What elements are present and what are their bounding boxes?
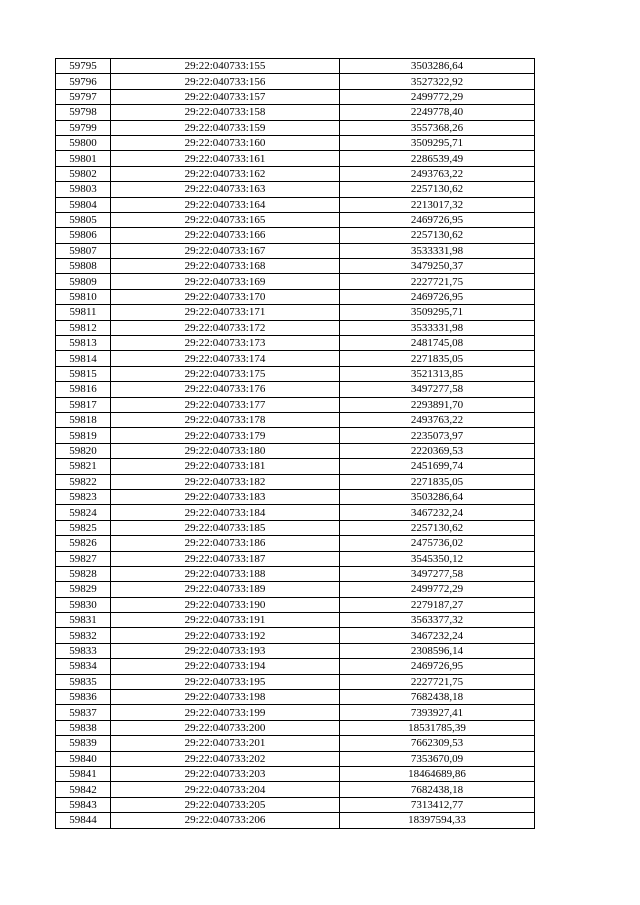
row-number-cell: 59821 (56, 459, 111, 474)
cadastral-number-cell: 29:22:040733:206 (111, 813, 340, 828)
table-row (56, 505, 535, 520)
table-row (56, 197, 535, 212)
row-number-cell: 59795 (56, 59, 111, 74)
table-row (56, 320, 535, 335)
table-row (56, 182, 535, 197)
row-number-cell: 59834 (56, 659, 111, 674)
cadastral-number-cell: 29:22:040733:179 (111, 428, 340, 443)
cadastral-number-cell: 29:22:040733:156 (111, 74, 340, 89)
row-number-cell: 59805 (56, 212, 111, 227)
table-row (56, 720, 535, 735)
table-row (56, 259, 535, 274)
row-number-cell: 59836 (56, 690, 111, 705)
cadastral-value-cell: 2293891,70 (340, 397, 535, 412)
cadastral-value-cell: 3497277,58 (340, 566, 535, 581)
table-row (56, 736, 535, 751)
table-row (56, 582, 535, 597)
cadastral-number-cell: 29:22:040733:189 (111, 582, 340, 597)
row-number-cell: 59809 (56, 274, 111, 289)
cadastral-value-cell: 2257130,62 (340, 182, 535, 197)
cadastral-number-cell: 29:22:040733:195 (111, 674, 340, 689)
table-row (56, 120, 535, 135)
row-number-cell: 59828 (56, 566, 111, 581)
cadastral-value-cell: 18531785,39 (340, 720, 535, 735)
table-row (56, 690, 535, 705)
cadastral-value-cell: 3479250,37 (340, 259, 535, 274)
cadastral-number-cell: 29:22:040733:198 (111, 690, 340, 705)
cadastral-number-cell: 29:22:040733:161 (111, 151, 340, 166)
row-number-cell: 59817 (56, 397, 111, 412)
cadastral-number-cell: 29:22:040733:183 (111, 489, 340, 504)
cadastral-value-cell: 3509295,71 (340, 305, 535, 320)
row-number-cell: 59833 (56, 643, 111, 658)
table-body (56, 59, 535, 829)
cadastral-value-cell: 2469726,95 (340, 212, 535, 227)
cadastral-number-cell: 29:22:040733:204 (111, 782, 340, 797)
cadastral-number-cell: 29:22:040733:194 (111, 659, 340, 674)
row-number-cell: 59815 (56, 366, 111, 381)
table-row (56, 566, 535, 581)
table-row (56, 782, 535, 797)
cadastral-number-cell: 29:22:040733:177 (111, 397, 340, 412)
cadastral-number-cell: 29:22:040733:163 (111, 182, 340, 197)
table-row (56, 597, 535, 612)
cadastral-value-cell: 3503286,64 (340, 59, 535, 74)
cadastral-value-cell: 3533331,98 (340, 320, 535, 335)
cadastral-value-cell: 2451699,74 (340, 459, 535, 474)
cadastral-number-cell: 29:22:040733:168 (111, 259, 340, 274)
cadastral-value-cell: 3557368,26 (340, 120, 535, 135)
cadastral-number-cell: 29:22:040733:178 (111, 412, 340, 427)
table-row (56, 289, 535, 304)
row-number-cell: 59831 (56, 613, 111, 628)
cadastral-value-cell: 3509295,71 (340, 135, 535, 150)
cadastral-number-cell: 29:22:040733:166 (111, 228, 340, 243)
table-row (56, 382, 535, 397)
table-row (56, 89, 535, 104)
cadastral-value-cell: 7682438,18 (340, 690, 535, 705)
row-number-cell: 59797 (56, 89, 111, 104)
cadastral-number-cell: 29:22:040733:181 (111, 459, 340, 474)
cadastral-value-cell: 2493763,22 (340, 412, 535, 427)
cadastral-number-cell: 29:22:040733:175 (111, 366, 340, 381)
row-number-cell: 59807 (56, 243, 111, 258)
row-number-cell: 59812 (56, 320, 111, 335)
cadastral-value-cell: 3545350,12 (340, 551, 535, 566)
row-number-cell: 59837 (56, 705, 111, 720)
cadastral-value-cell: 2220369,53 (340, 443, 535, 458)
cadastral-value-cell: 3497277,58 (340, 382, 535, 397)
row-number-cell: 59802 (56, 166, 111, 181)
table-row (56, 105, 535, 120)
cadastral-value-cell: 2257130,62 (340, 228, 535, 243)
cadastral-value-cell: 7353670,09 (340, 751, 535, 766)
row-number-cell: 59811 (56, 305, 111, 320)
row-number-cell: 59824 (56, 505, 111, 520)
cadastral-number-cell: 29:22:040733:187 (111, 551, 340, 566)
cadastral-number-cell: 29:22:040733:162 (111, 166, 340, 181)
cadastral-number-cell: 29:22:040733:155 (111, 59, 340, 74)
cadastral-number-cell: 29:22:040733:182 (111, 474, 340, 489)
row-number-cell: 59842 (56, 782, 111, 797)
cadastral-value-cell: 2493763,22 (340, 166, 535, 181)
row-number-cell: 59813 (56, 336, 111, 351)
cadastral-value-cell: 2257130,62 (340, 520, 535, 535)
cadastral-value-cell: 3467232,24 (340, 505, 535, 520)
cadastral-number-cell: 29:22:040733:200 (111, 720, 340, 735)
cadastral-value-cell: 2279187,27 (340, 597, 535, 612)
table-row (56, 151, 535, 166)
cadastral-value-cell: 2469726,95 (340, 289, 535, 304)
row-number-cell: 59844 (56, 813, 111, 828)
row-number-cell: 59796 (56, 74, 111, 89)
cadastral-number-cell: 29:22:040733:165 (111, 212, 340, 227)
cadastral-number-cell: 29:22:040733:173 (111, 336, 340, 351)
table-row (56, 366, 535, 381)
table-row (56, 628, 535, 643)
cadastral-value-cell: 7662309,53 (340, 736, 535, 751)
cadastral-number-cell: 29:22:040733:193 (111, 643, 340, 658)
cadastral-number-cell: 29:22:040733:202 (111, 751, 340, 766)
table-row (56, 243, 535, 258)
table-row (56, 520, 535, 535)
cadastral-number-cell: 29:22:040733:186 (111, 536, 340, 551)
cadastral-value-cell: 3503286,64 (340, 489, 535, 504)
cadastral-number-cell: 29:22:040733:185 (111, 520, 340, 535)
cadastral-value-cell: 2235073,97 (340, 428, 535, 443)
cadastral-number-cell: 29:22:040733:201 (111, 736, 340, 751)
cadastral-number-cell: 29:22:040733:205 (111, 797, 340, 812)
table-row (56, 228, 535, 243)
cadastral-number-cell: 29:22:040733:158 (111, 105, 340, 120)
row-number-cell: 59830 (56, 597, 111, 612)
table-row (56, 351, 535, 366)
cadastral-number-cell: 29:22:040733:174 (111, 351, 340, 366)
cadastral-value-cell: 2227721,75 (340, 274, 535, 289)
table-row (56, 551, 535, 566)
table-row (56, 751, 535, 766)
table-row (56, 813, 535, 828)
row-number-cell: 59838 (56, 720, 111, 735)
cadastral-value-table (55, 58, 535, 829)
cadastral-value-cell: 2271835,05 (340, 474, 535, 489)
table-row (56, 274, 535, 289)
table-row (56, 459, 535, 474)
cadastral-number-cell: 29:22:040733:188 (111, 566, 340, 581)
cadastral-number-cell: 29:22:040733:169 (111, 274, 340, 289)
table-row (56, 336, 535, 351)
cadastral-number-cell: 29:22:040733:171 (111, 305, 340, 320)
row-number-cell: 59826 (56, 536, 111, 551)
cadastral-value-cell: 3521313,85 (340, 366, 535, 381)
cadastral-number-cell: 29:22:040733:203 (111, 766, 340, 781)
cadastral-number-cell: 29:22:040733:159 (111, 120, 340, 135)
table-row (56, 212, 535, 227)
cadastral-value-cell: 3527322,92 (340, 74, 535, 89)
cadastral-number-cell: 29:22:040733:190 (111, 597, 340, 612)
cadastral-value-cell: 2475736,02 (340, 536, 535, 551)
row-number-cell: 59832 (56, 628, 111, 643)
cadastral-number-cell: 29:22:040733:176 (111, 382, 340, 397)
cadastral-value-cell: 18464689,86 (340, 766, 535, 781)
row-number-cell: 59819 (56, 428, 111, 443)
row-number-cell: 59827 (56, 551, 111, 566)
cadastral-value-cell: 2469726,95 (340, 659, 535, 674)
cadastral-value-cell: 2499772,29 (340, 89, 535, 104)
cadastral-value-cell: 2286539,49 (340, 151, 535, 166)
row-number-cell: 59818 (56, 412, 111, 427)
cadastral-number-cell: 29:22:040733:160 (111, 135, 340, 150)
row-number-cell: 59829 (56, 582, 111, 597)
cadastral-value-cell: 2249778,40 (340, 105, 535, 120)
table-row (56, 489, 535, 504)
row-number-cell: 59839 (56, 736, 111, 751)
cadastral-value-cell: 2499772,29 (340, 582, 535, 597)
table-row (56, 474, 535, 489)
table-row (56, 613, 535, 628)
cadastral-value-cell: 3467232,24 (340, 628, 535, 643)
row-number-cell: 59800 (56, 135, 111, 150)
row-number-cell: 59843 (56, 797, 111, 812)
table-row (56, 74, 535, 89)
table-row (56, 766, 535, 781)
table-row (56, 305, 535, 320)
row-number-cell: 59798 (56, 105, 111, 120)
row-number-cell: 59810 (56, 289, 111, 304)
cadastral-number-cell: 29:22:040733:180 (111, 443, 340, 458)
cadastral-number-cell: 29:22:040733:164 (111, 197, 340, 212)
row-number-cell: 59814 (56, 351, 111, 366)
row-number-cell: 59808 (56, 259, 111, 274)
row-number-cell: 59820 (56, 443, 111, 458)
cadastral-value-cell: 7682438,18 (340, 782, 535, 797)
cadastral-number-cell: 29:22:040733:167 (111, 243, 340, 258)
table-row (56, 412, 535, 427)
table-row (56, 674, 535, 689)
cadastral-number-cell: 29:22:040733:184 (111, 505, 340, 520)
cadastral-value-cell: 2213017,32 (340, 197, 535, 212)
cadastral-value-cell: 7393927,41 (340, 705, 535, 720)
row-number-cell: 59803 (56, 182, 111, 197)
cadastral-number-cell: 29:22:040733:199 (111, 705, 340, 720)
table-row (56, 135, 535, 150)
cadastral-value-cell: 18397594,33 (340, 813, 535, 828)
cadastral-value-cell: 2271835,05 (340, 351, 535, 366)
cadastral-number-cell: 29:22:040733:157 (111, 89, 340, 104)
row-number-cell: 59816 (56, 382, 111, 397)
row-number-cell: 59801 (56, 151, 111, 166)
table-row (56, 643, 535, 658)
row-number-cell: 59804 (56, 197, 111, 212)
row-number-cell: 59835 (56, 674, 111, 689)
row-number-cell: 59823 (56, 489, 111, 504)
cadastral-value-cell: 2308596,14 (340, 643, 535, 658)
row-number-cell: 59799 (56, 120, 111, 135)
cadastral-value-cell: 7313412,77 (340, 797, 535, 812)
row-number-cell: 59806 (56, 228, 111, 243)
cadastral-value-cell: 2481745,08 (340, 336, 535, 351)
table-row (56, 59, 535, 74)
cadastral-number-cell: 29:22:040733:191 (111, 613, 340, 628)
table-row (56, 166, 535, 181)
table-row (56, 797, 535, 812)
row-number-cell: 59825 (56, 520, 111, 535)
row-number-cell: 59841 (56, 766, 111, 781)
cadastral-value-cell: 3563377,32 (340, 613, 535, 628)
cadastral-number-cell: 29:22:040733:170 (111, 289, 340, 304)
table-row (56, 659, 535, 674)
cadastral-number-cell: 29:22:040733:192 (111, 628, 340, 643)
cadastral-value-cell: 3533331,98 (340, 243, 535, 258)
table-row (56, 428, 535, 443)
row-number-cell: 59822 (56, 474, 111, 489)
table-row (56, 705, 535, 720)
table-row (56, 397, 535, 412)
table-row (56, 536, 535, 551)
cadastral-number-cell: 29:22:040733:172 (111, 320, 340, 335)
table-row (56, 443, 535, 458)
cadastral-value-cell: 2227721,75 (340, 674, 535, 689)
row-number-cell: 59840 (56, 751, 111, 766)
